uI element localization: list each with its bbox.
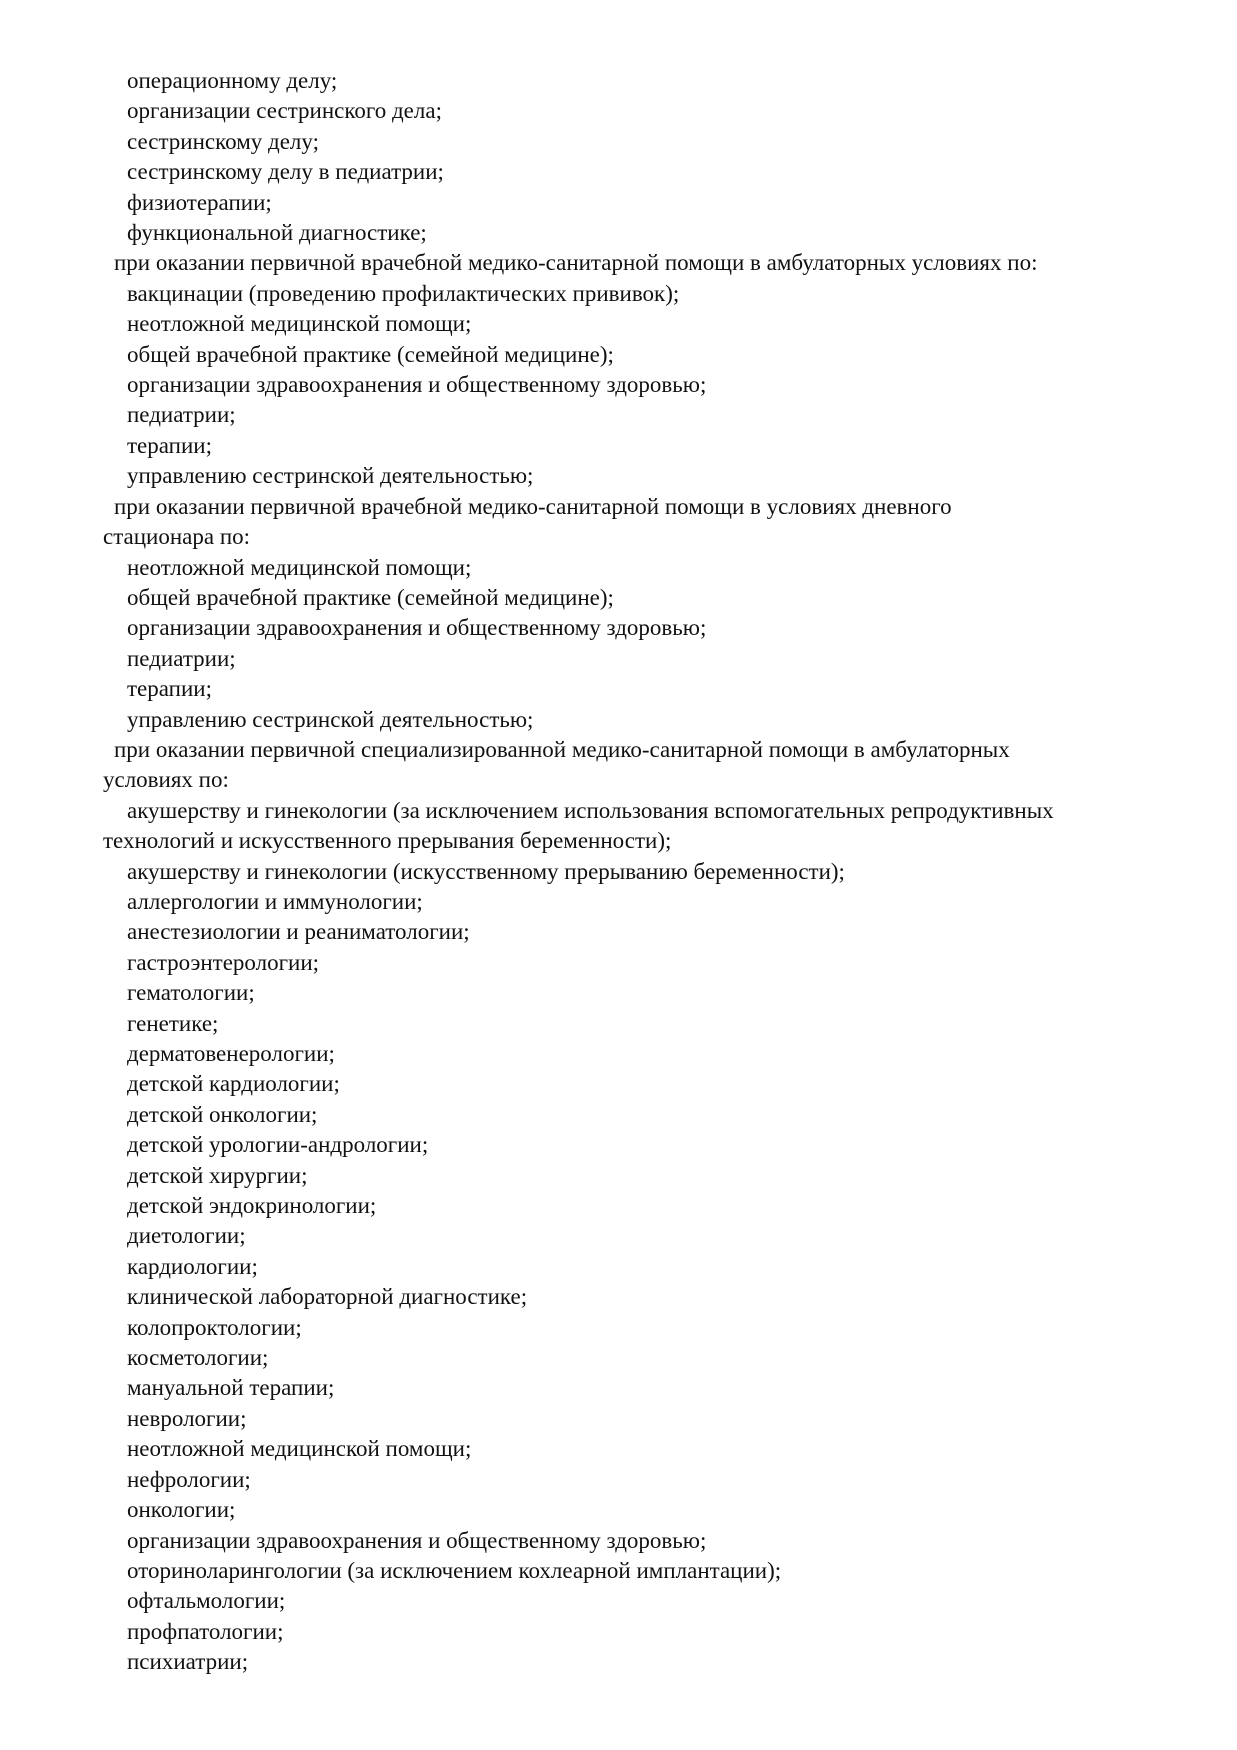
- list-item: организации здравоохранения и общественному здоровью;: [127, 372, 707, 398]
- list-item: косметологии;: [127, 1345, 269, 1371]
- list-item: оториноларингологии (за исключением кохлеарной имплантации);: [127, 1557, 782, 1583]
- list-item: сестринскому делу в педиатрии;: [127, 159, 444, 185]
- list-item: детской онкологии;: [127, 1101, 318, 1127]
- list-item: генетике;: [127, 1010, 219, 1036]
- document-body: [103, 66, 1143, 1678]
- list-item: неотложной медицинской помощи;: [127, 554, 472, 580]
- list-item: организации сестринского дела;: [127, 98, 442, 124]
- list-item: гематологии;: [127, 980, 255, 1006]
- list-item: неотложной медицинской помощи;: [127, 1436, 472, 1462]
- list-item: дерматовенерологии;: [127, 1041, 335, 1066]
- list-item: анестезиологии и реаниматологии;: [127, 919, 470, 945]
- list-item: нефрологии;: [127, 1466, 251, 1492]
- list-item: физиотерапии;: [127, 189, 272, 215]
- list-item: профпатологии;: [127, 1618, 284, 1644]
- list-item: общей врачебной практике (семейной медицине);: [127, 341, 614, 367]
- list-item: диетологии;: [127, 1223, 246, 1249]
- list-item: детской эндокринологии;: [127, 1193, 377, 1219]
- section-heading: при оказании первичной врачебной медико-санитарной помощи в условиях дневного: [114, 493, 952, 519]
- list-item: педиатрии;: [127, 402, 236, 428]
- continuation-line: стационара по:: [103, 524, 251, 550]
- list-item: онкологии;: [127, 1497, 236, 1523]
- list-item: неврологии;: [127, 1405, 247, 1431]
- list-item: детской хирургии;: [127, 1162, 308, 1188]
- list-item: функциональной диагностике;: [127, 220, 427, 246]
- list-item: детской кардиологии;: [127, 1071, 340, 1097]
- list-item: общей врачебной практике (семейной медицине);: [127, 584, 614, 610]
- list-item: акушерству и гинекологии (за исключением использования вспомогательных репродуктивных: [127, 797, 1054, 823]
- list-item: акушерству и гинекологии (искусственному прерыванию беременности);: [127, 858, 845, 884]
- list-item: педиатрии;: [127, 645, 236, 671]
- list-item: офтальмологии;: [127, 1588, 286, 1614]
- list-item: управлению сестринской деятельностью;: [127, 706, 534, 732]
- section-heading: при оказании первичной специализированной медико-санитарной помощи в амбулаторных: [114, 736, 1010, 762]
- list-item: организации здравоохранения и общественному здоровью;: [127, 615, 707, 641]
- list-item: сестринскому делу;: [127, 128, 319, 154]
- list-item: гастроэнтерологии;: [127, 949, 320, 975]
- list-item: вакцинации (проведению профилактических прививок);: [127, 280, 680, 306]
- continuation-line: технологий и искусственного прерывания беременности);: [103, 828, 672, 854]
- list-item: колопроктологии;: [127, 1314, 302, 1340]
- list-item: мануальной терапии;: [127, 1375, 335, 1401]
- list-item: кардиологии;: [127, 1253, 258, 1279]
- list-item: детской урологии-андрологии;: [127, 1132, 429, 1158]
- list-item: организации здравоохранения и общественному здоровью;: [127, 1527, 707, 1553]
- list-item: операционному делу;: [127, 68, 338, 93]
- list-item: психиатрии;: [127, 1649, 249, 1675]
- list-item: терапии;: [127, 676, 212, 702]
- list-item: клинической лабораторной диагностике;: [127, 1284, 528, 1310]
- list-item: терапии;: [127, 432, 212, 458]
- list-item: аллергологии и иммунологии;: [127, 888, 423, 914]
- list-item: неотложной медицинской помощи;: [127, 311, 472, 337]
- list-item: управлению сестринской деятельностью;: [127, 463, 534, 489]
- continuation-line: условиях по:: [103, 767, 229, 793]
- section-heading: при оказании первичной врачебной медико-санитарной помощи в амбулаторных условиях по:: [114, 250, 1038, 276]
